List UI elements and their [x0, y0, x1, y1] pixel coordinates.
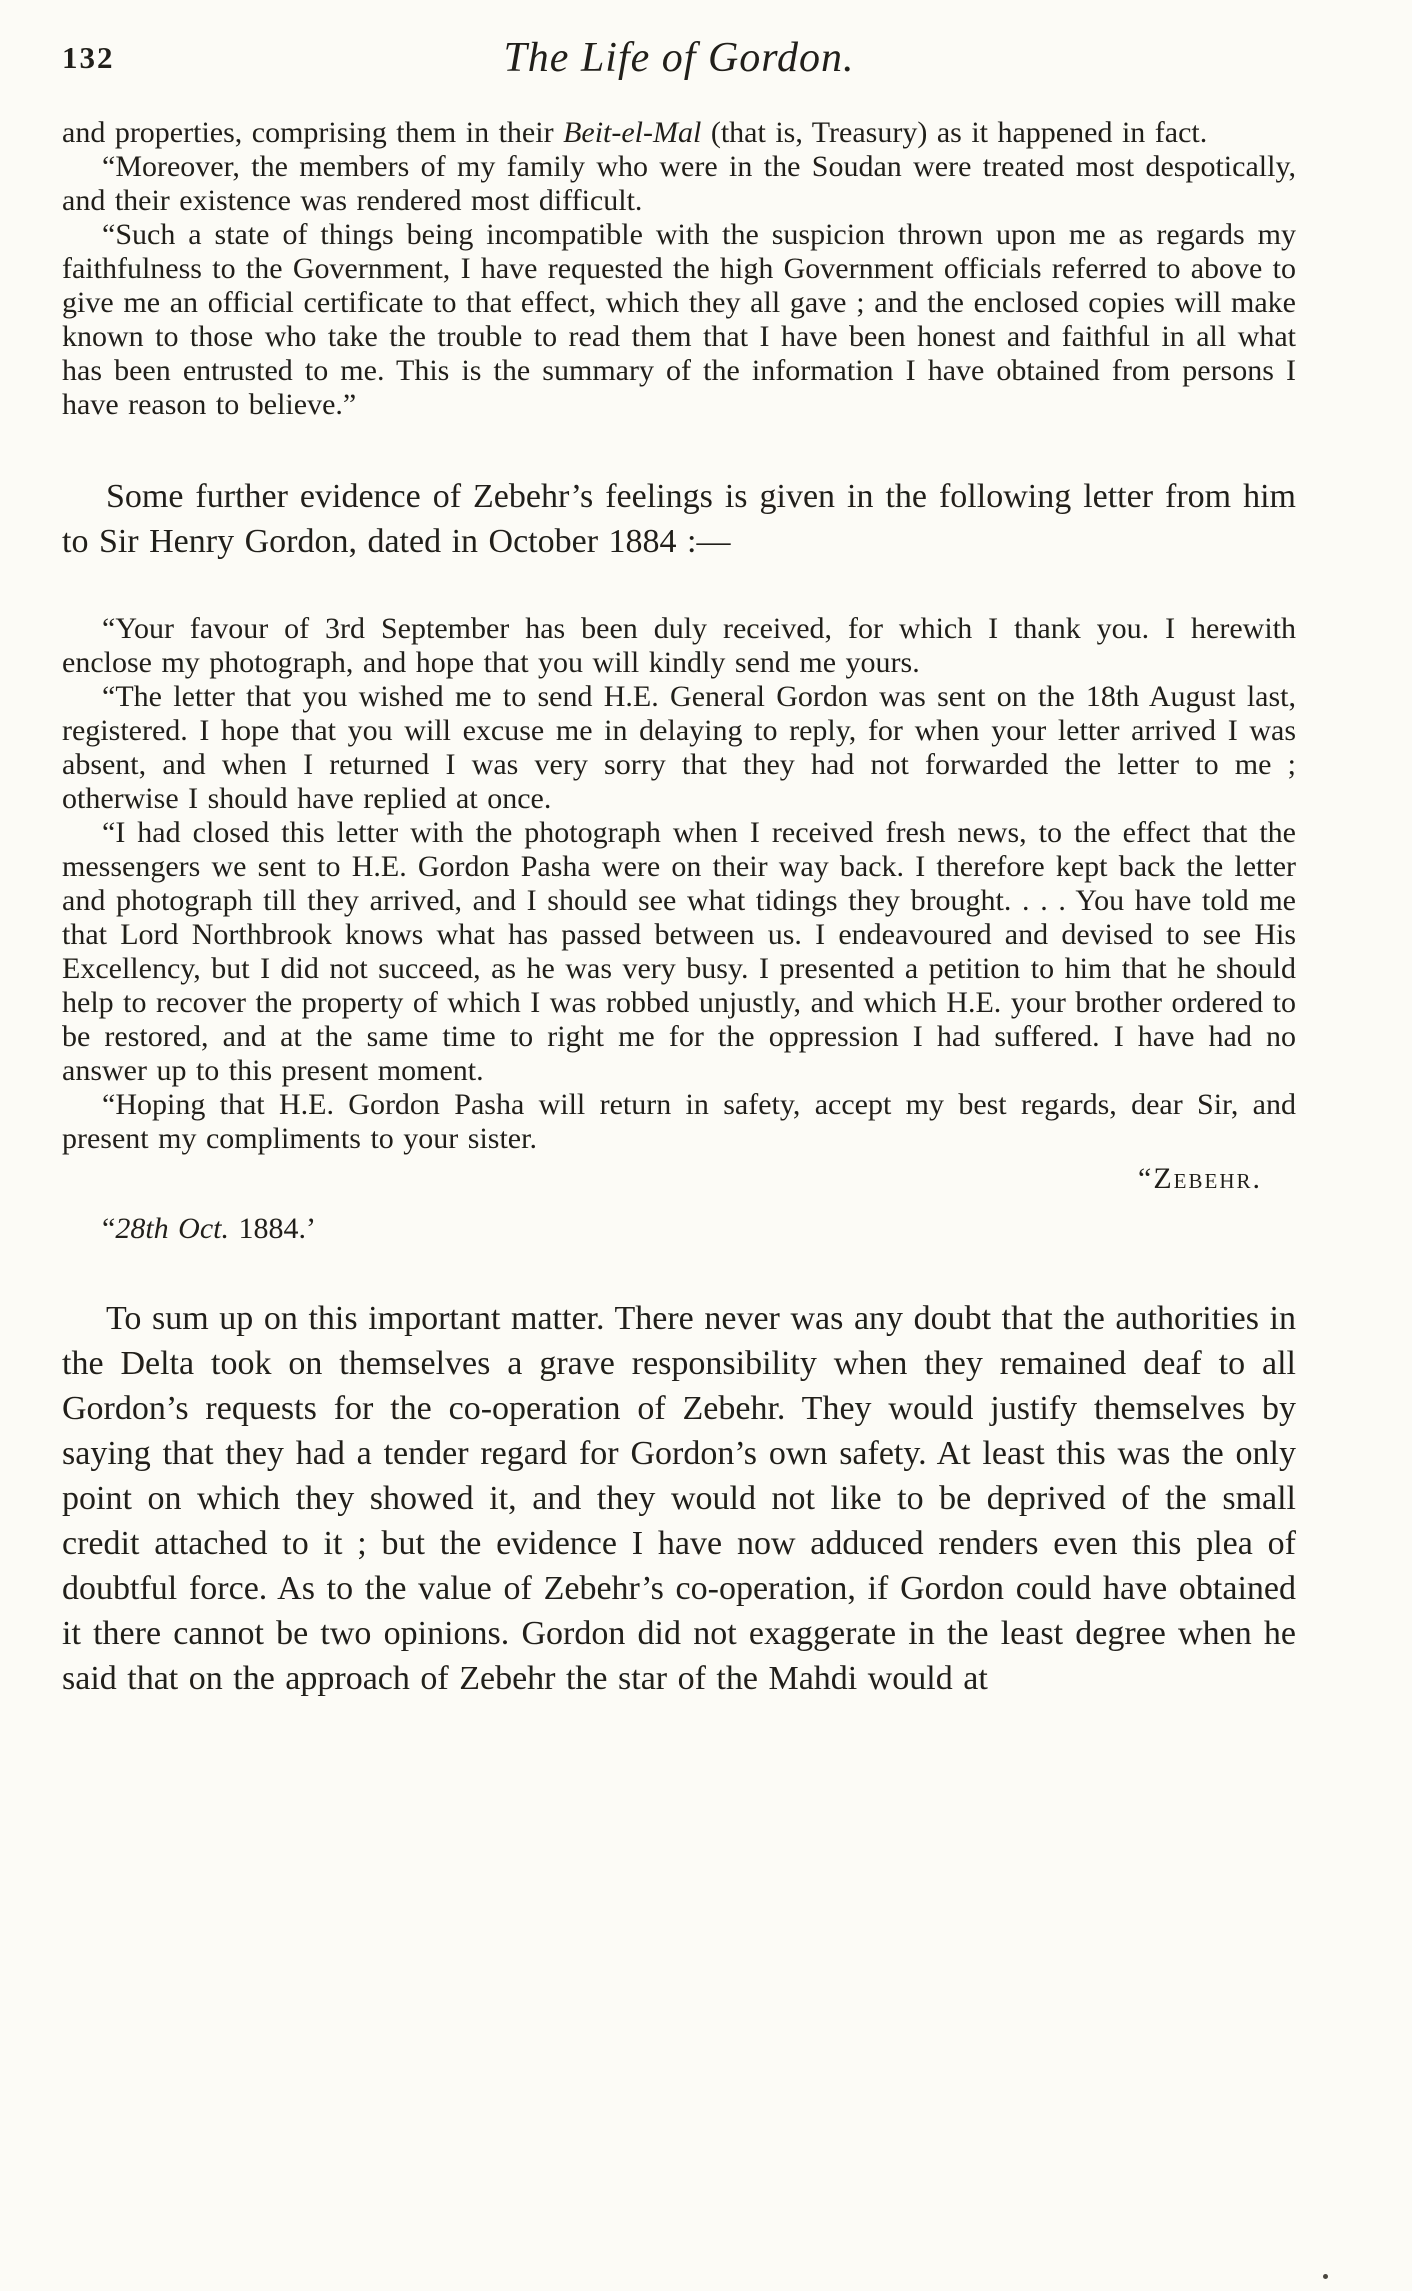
letter-paragraph-your-favour: “Your favour of 3rd September has been duly received, for which I thank you. I herewith enclose my photograph, and hope that you will kindly send me yours.	[62, 612, 1296, 679]
letter-signature: “Zebehr.	[1138, 1162, 1262, 1195]
italic-term-beit-el-mal: Beit-el-Mal	[563, 116, 702, 149]
letter-date	[62, 1212, 1296, 1246]
statement-paragraph-such-a-state: “Such a state of things being incompatible with the suspicion thrown upon me as regards my faithfulness to the Government, I have requested the high Government officials referred to above to give me an official certificate to that effect, which they all gave ; and the enclosed copies will make known to those who take the trouble to read them that I have been honest and faithful in all what has been entrusted to me. This is the summary of the information I have obtained from persons I have reason to believe.”	[62, 218, 1296, 421]
letter-date-open-quote: “	[102, 1212, 116, 1245]
page-body	[62, 116, 1296, 1701]
paragraph-continuation-text-pre: and properties, comprising them in their	[62, 116, 564, 149]
page-number: 132	[62, 40, 115, 75]
book-title: The Life of Gordon.	[503, 35, 855, 81]
letter-date-year: 1884.’	[228, 1212, 316, 1245]
paragraph-continuation-text-post: (that is, Treasury) as it happened in fact.	[701, 116, 1208, 149]
letter-date-italic: 28th Oct.	[115, 1212, 229, 1245]
paragraph-continuation	[62, 116, 1296, 150]
letter-paragraph-the-letter: “The letter that you wished me to send H.E. General Gordon was sent on the 18th August last, registered. I hope that you will excuse me in delaying to reply, for when your letter arrived I was absent, and when I returned I was very sorry that they had not forwarded the letter to me ; otherwise I should have replied at once.	[62, 680, 1296, 815]
narrative-paragraph-to-sum-up: To sum up on this important matter. There never was any doubt that the authorities in the Delta took on themselves a grave responsibility when they remained deaf to all Gordon’s requests for the co-operation of Zebehr. They would justify themselves by saying that they had a tender regard for Gordon’s own safety. At least this was the only point on which they showed it, and they would not like to be deprived of the small credit attached to it ; but the evidence I have now adduced renders even this plea of doubtful force. As to the value of Zebehr’s co-operation, if Gordon could have obtained it there cannot be two opinions. Gordon did not exaggerate in the least degree when he said that on the approach of Zebehr the star of the Mahdi would at	[62, 1300, 1296, 1697]
page-header	[62, 34, 1296, 92]
statement-paragraph-moreover: “Moreover, the members of my family who were in the Soudan were treated most despotically, and their existence was rendered most difficult.	[62, 150, 1296, 217]
scan-speck-artifact	[1323, 2274, 1328, 2279]
narrative-paragraph-further-evidence: Some further evidence of Zebehr’s feelings is given in the following letter from him to Sir Henry Gordon, dated in October 1884 :—	[62, 478, 1296, 560]
letter-paragraph-closed-this-letter: “I had closed this letter with the photograph when I received fresh news, to the effect that the messengers we sent to H.E. Gordon Pasha were on their way back. I therefore kept back the letter and photograph till they arrived, and I should see what tidings they brought. . . . You have told me that Lord Northbrook knows what has passed between us. I endeavoured and devised to see His Excellency, but I did not succeed, as he was very busy. I presented a petition to him that he should help to recover the property of which I was robbed unjustly, and which H.E. your brother ordered to be restored, and at the same time to right me for the oppression I had suffered. I have had no answer up to this present moment.	[62, 816, 1296, 1087]
letter-paragraph-hoping: “Hoping that H.E. Gordon Pasha will return in safety, accept my best regards, dear Sir, and present my compliments to your sister.	[62, 1088, 1296, 1155]
